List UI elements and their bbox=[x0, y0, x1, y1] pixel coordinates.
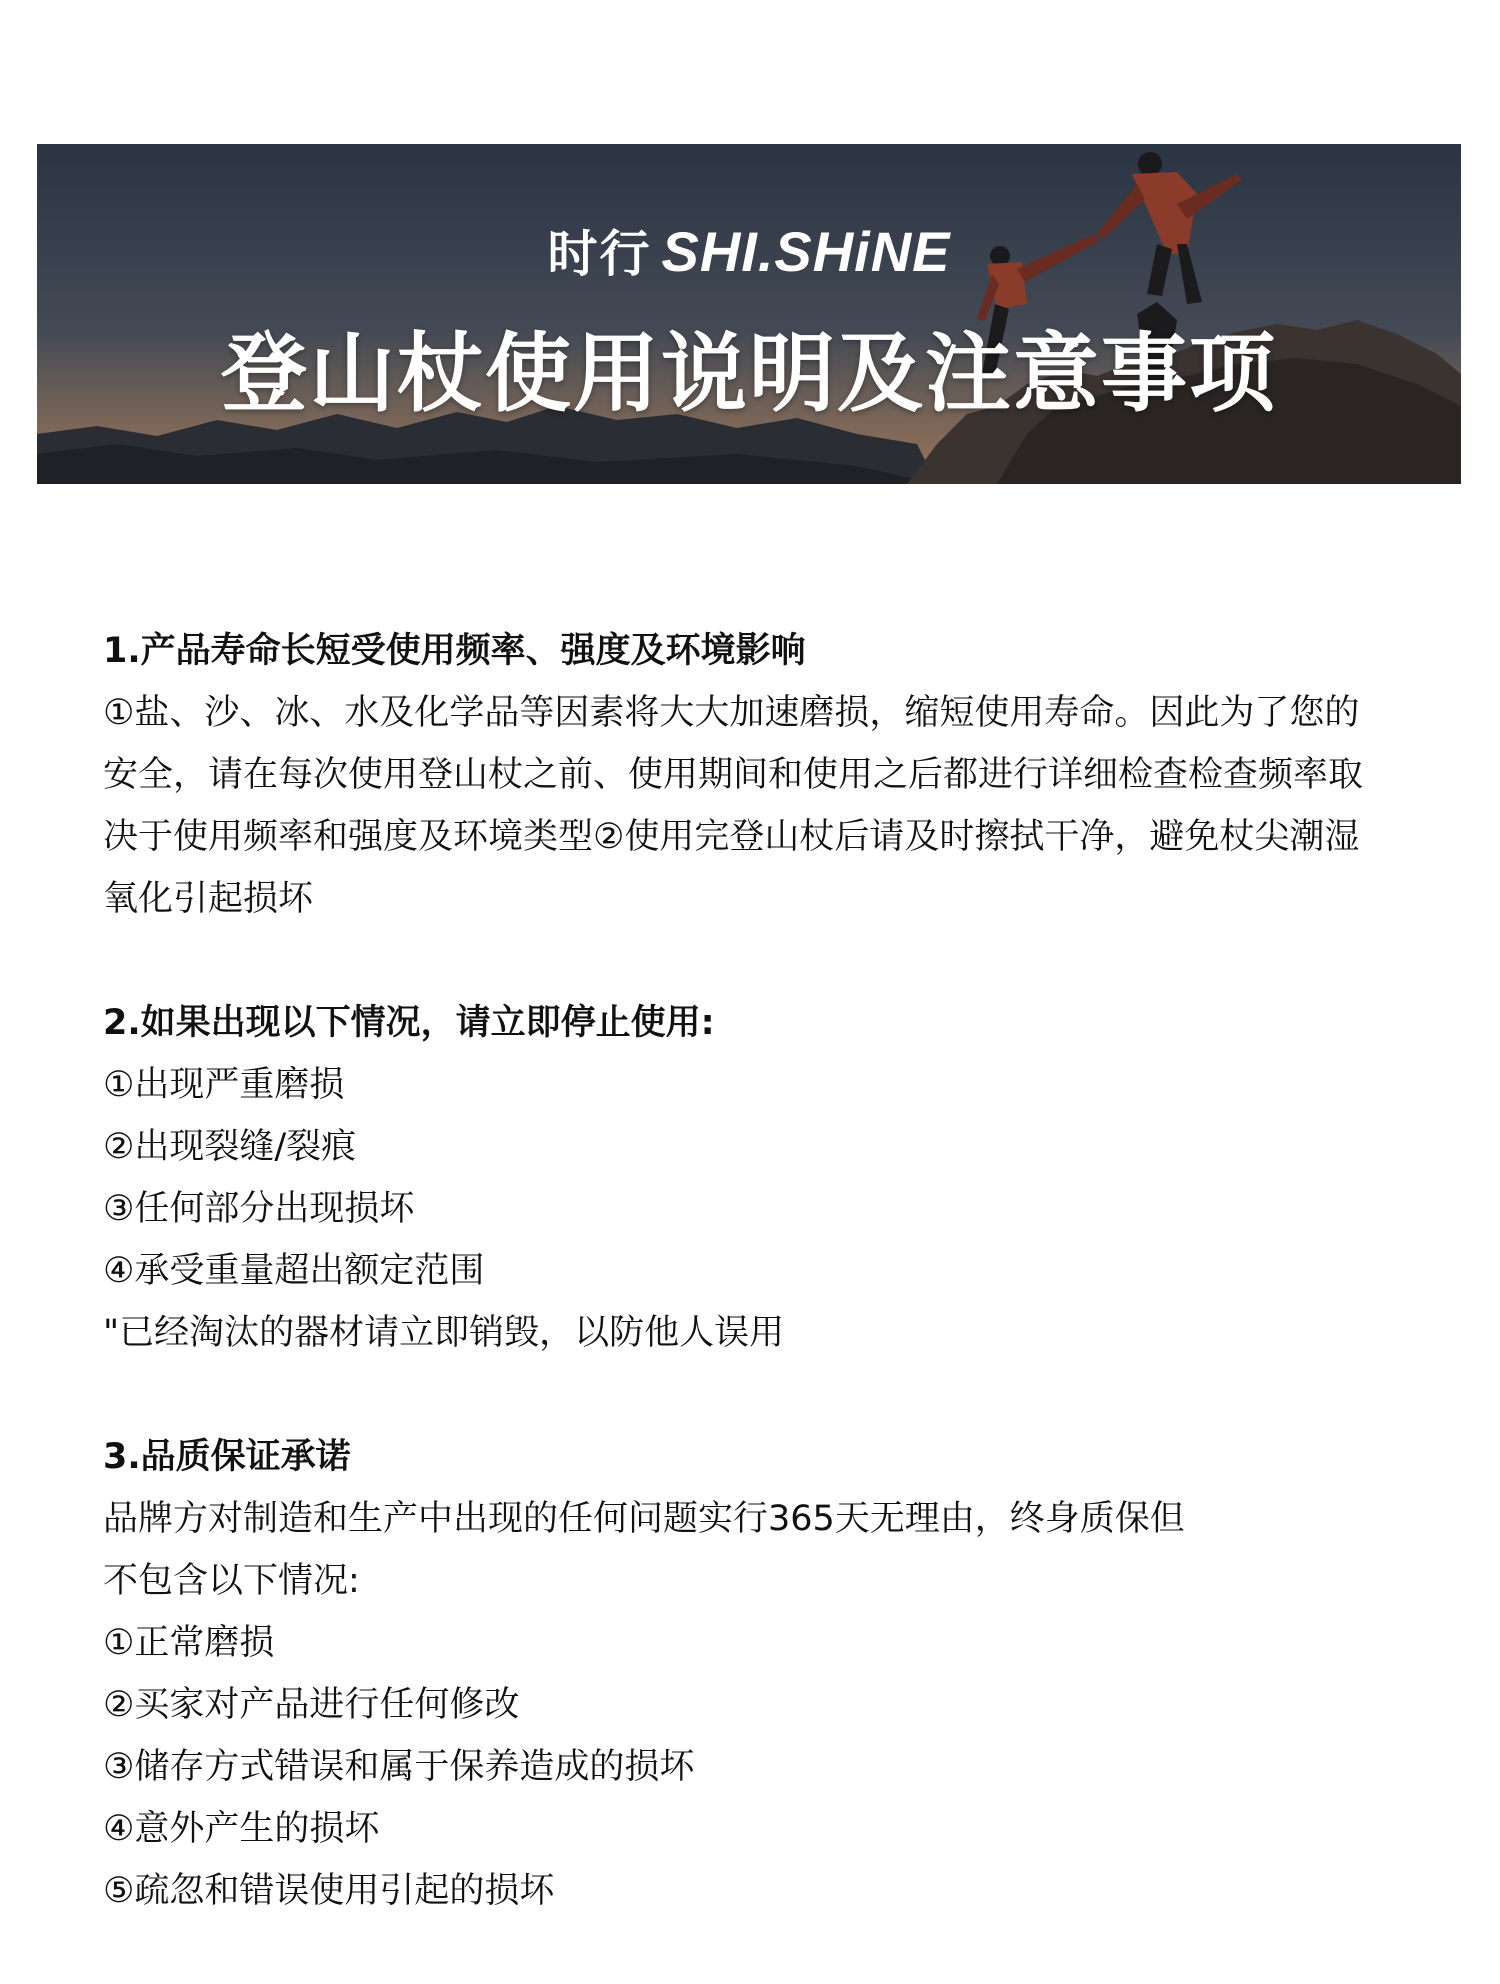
section-quality-guarantee bbox=[103, 1426, 1363, 1922]
brand-logo bbox=[37, 214, 1461, 286]
list-item: "已经淘汰的器材请立即销毁，以防他人误用 bbox=[103, 1313, 785, 1353]
list-item: 不包含以下情况: bbox=[103, 1561, 360, 1601]
list-item: ①出现严重磨损 bbox=[103, 1065, 345, 1105]
list-item: 品牌方对制造和生产中出现的任何问题实行365天无理由，终身质保但 bbox=[103, 1499, 1185, 1539]
list-item: ④意外产生的损坏 bbox=[103, 1809, 380, 1849]
instructions-content bbox=[103, 620, 1363, 1984]
section-heading: 1.产品寿命长短受使用频率、强度及环境影响 bbox=[103, 631, 806, 671]
list-item: ⑤疏忽和错误使用引起的损坏 bbox=[103, 1871, 555, 1911]
list-item: ②买家对产品进行任何修改 bbox=[103, 1685, 520, 1725]
list-item: ④承受重量超出额定范围 bbox=[103, 1251, 485, 1291]
header-banner bbox=[37, 144, 1461, 484]
section-stop-use bbox=[103, 992, 1363, 1364]
brand-name-cn: 时行 bbox=[547, 225, 652, 283]
brand-name-latin: SHI.SHiNE bbox=[661, 220, 951, 283]
section-product-lifespan bbox=[103, 620, 1363, 930]
list-item: ③任何部分出现损坏 bbox=[103, 1189, 415, 1229]
list-item: ③储存方式错误和属于保养造成的损坏 bbox=[103, 1747, 695, 1787]
section-heading: 3.品质保证承诺 bbox=[103, 1437, 351, 1477]
page-title: 登山杖使用说明及注意事项 bbox=[221, 324, 1277, 424]
list-item: ②出现裂缝/裂痕 bbox=[103, 1127, 357, 1167]
section-paragraph: ①盐、沙、冰、水及化学品等因素将大大加速磨损，缩短使用寿命。因此为了您的安全，请在每次使用登山杖之前、使用期间和使用之后都进行详细检查检查频率取决于使用频率和强度及环境类型②使用完登山杖后请及时擦拭干净，避免杖尖潮湿氧化引起损坏 bbox=[103, 693, 1364, 919]
section-heading: 2.如果出现以下情况，请立即停止使用: bbox=[103, 1003, 715, 1043]
list-item: ①正常磨损 bbox=[103, 1623, 275, 1663]
